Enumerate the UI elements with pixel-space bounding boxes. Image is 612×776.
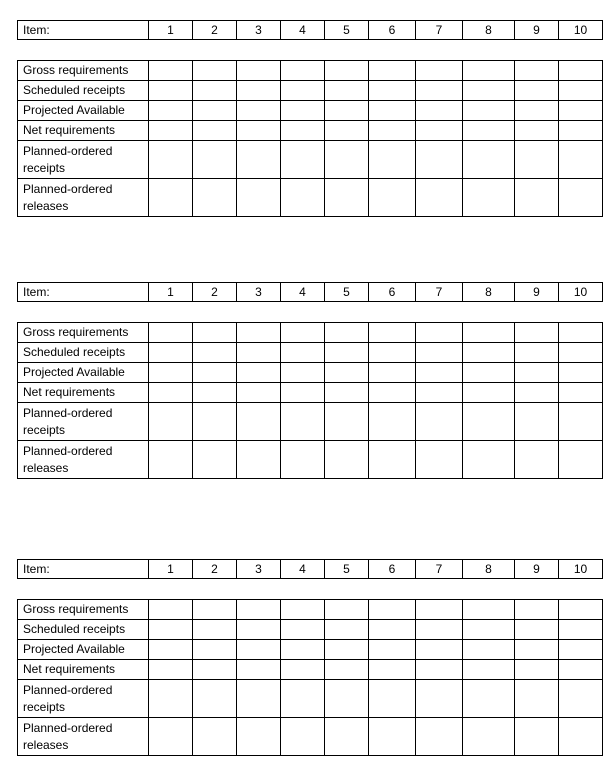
grid-cell-period-8[interactable] [463, 121, 515, 141]
grid-cell-period-3[interactable] [237, 141, 281, 179]
grid-cell-period-3[interactable] [237, 640, 281, 660]
grid-cell-period-9[interactable] [515, 620, 559, 640]
grid-cell-period-9[interactable] [515, 121, 559, 141]
row-label: Gross requirements [18, 61, 149, 81]
grid-cell-period-2[interactable] [193, 363, 237, 383]
row-net-requirements [18, 660, 603, 680]
mrp-grid [17, 322, 603, 479]
grid-cell-period-1[interactable] [149, 660, 193, 680]
row-label: Net requirements [18, 660, 149, 680]
item-label: Item: [18, 560, 149, 579]
row-label: Planned-ordered releases [18, 179, 149, 217]
grid-cell-period-8[interactable] [463, 363, 515, 383]
grid-cell-period-5[interactable] [325, 343, 369, 363]
row-planned-ordered-receipts [18, 403, 603, 441]
grid-cell-period-5[interactable] [325, 179, 369, 217]
row-planned-ordered-releases [18, 179, 603, 217]
grid-cell-period-9[interactable] [515, 81, 559, 101]
grid-cell-period-2[interactable] [193, 141, 237, 179]
grid-cell-period-6[interactable] [369, 101, 416, 121]
grid-cell-period-5[interactable] [325, 323, 369, 343]
grid-cell-period-1[interactable] [149, 640, 193, 660]
period-9: 9 [515, 283, 559, 302]
grid-cell-period-2[interactable] [193, 403, 237, 441]
grid-cell-period-10[interactable] [559, 403, 603, 441]
period-1: 1 [149, 560, 193, 579]
period-8: 8 [463, 283, 515, 302]
grid-cell-period-6[interactable] [369, 179, 416, 217]
grid-cell-period-6[interactable] [369, 81, 416, 101]
period-8: 8 [463, 21, 515, 40]
period-3: 3 [237, 21, 281, 40]
grid-cell-period-6[interactable] [369, 383, 416, 403]
row-planned-ordered-releases [18, 441, 603, 479]
grid-cell-period-3[interactable] [237, 718, 281, 756]
grid-cell-period-1[interactable] [149, 383, 193, 403]
grid-cell-period-6[interactable] [369, 403, 416, 441]
grid-cell-period-6[interactable] [369, 343, 416, 363]
grid-cell-period-10[interactable] [559, 101, 603, 121]
grid-cell-period-9[interactable] [515, 680, 559, 718]
row-gross-requirements [18, 323, 603, 343]
grid-cell-period-10[interactable] [559, 61, 603, 81]
grid-cell-period-9[interactable] [515, 441, 559, 479]
grid-cell-period-9[interactable] [515, 403, 559, 441]
row-label: Planned-ordered receipts [18, 141, 149, 179]
grid-cell-period-3[interactable] [237, 179, 281, 217]
grid-cell-period-1[interactable] [149, 403, 193, 441]
grid-cell-period-7[interactable] [416, 660, 463, 680]
grid-cell-period-2[interactable] [193, 323, 237, 343]
grid-cell-period-7[interactable] [416, 441, 463, 479]
grid-cell-period-5[interactable] [325, 620, 369, 640]
grid-cell-period-5[interactable] [325, 660, 369, 680]
period-4: 4 [281, 283, 325, 302]
row-label: Projected Available [18, 101, 149, 121]
grid-cell-period-10[interactable] [559, 441, 603, 479]
period-6: 6 [369, 21, 416, 40]
grid-cell-period-8[interactable] [463, 600, 515, 620]
grid-cell-period-8[interactable] [463, 620, 515, 640]
grid-cell-period-1[interactable] [149, 121, 193, 141]
row-label: Net requirements [18, 383, 149, 403]
grid-cell-period-7[interactable] [416, 600, 463, 620]
period-2: 2 [193, 21, 237, 40]
period-10: 10 [559, 21, 603, 40]
grid-cell-period-1[interactable] [149, 343, 193, 363]
mrp-table-1 [17, 20, 601, 217]
grid-cell-period-9[interactable] [515, 61, 559, 81]
row-label: Planned-ordered receipts [18, 403, 149, 441]
grid-cell-period-5[interactable] [325, 640, 369, 660]
grid-cell-period-6[interactable] [369, 718, 416, 756]
item-header-row [17, 20, 603, 40]
grid-cell-period-4[interactable] [281, 101, 325, 121]
grid-cell-period-7[interactable] [416, 718, 463, 756]
grid-cell-period-7[interactable] [416, 121, 463, 141]
grid-cell-period-5[interactable] [325, 600, 369, 620]
grid-cell-period-10[interactable] [559, 81, 603, 101]
grid-cell-period-7[interactable] [416, 323, 463, 343]
grid-cell-period-4[interactable] [281, 141, 325, 179]
grid-cell-period-8[interactable] [463, 680, 515, 718]
item-label: Item: [18, 21, 149, 40]
grid-cell-period-9[interactable] [515, 600, 559, 620]
mrp-grid [17, 599, 603, 756]
grid-cell-period-8[interactable] [463, 179, 515, 217]
row-planned-ordered-releases [18, 718, 603, 756]
grid-cell-period-1[interactable] [149, 441, 193, 479]
period-5: 5 [325, 21, 369, 40]
row-gross-requirements [18, 600, 603, 620]
grid-cell-period-4[interactable] [281, 640, 325, 660]
grid-cell-period-10[interactable] [559, 640, 603, 660]
row-projected-available [18, 363, 603, 383]
grid-cell-period-10[interactable] [559, 620, 603, 640]
grid-cell-period-1[interactable] [149, 600, 193, 620]
period-4: 4 [281, 560, 325, 579]
row-label: Planned-ordered receipts [18, 680, 149, 718]
grid-cell-period-10[interactable] [559, 363, 603, 383]
grid-cell-period-3[interactable] [237, 363, 281, 383]
grid-cell-period-7[interactable] [416, 640, 463, 660]
grid-cell-period-4[interactable] [281, 600, 325, 620]
period-2: 2 [193, 560, 237, 579]
grid-cell-period-10[interactable] [559, 121, 603, 141]
grid-cell-period-3[interactable] [237, 383, 281, 403]
mrp-grid [17, 60, 603, 217]
period-9: 9 [515, 21, 559, 40]
period-10: 10 [559, 560, 603, 579]
grid-cell-period-6[interactable] [369, 363, 416, 383]
grid-cell-period-2[interactable] [193, 61, 237, 81]
grid-cell-period-2[interactable] [193, 101, 237, 121]
period-6: 6 [369, 560, 416, 579]
grid-cell-period-5[interactable] [325, 363, 369, 383]
period-5: 5 [325, 560, 369, 579]
grid-cell-period-4[interactable] [281, 179, 325, 217]
grid-cell-period-5[interactable] [325, 101, 369, 121]
row-projected-available [18, 101, 603, 121]
period-3: 3 [237, 560, 281, 579]
grid-cell-period-9[interactable] [515, 323, 559, 343]
grid-cell-period-1[interactable] [149, 718, 193, 756]
grid-cell-period-3[interactable] [237, 620, 281, 640]
grid-cell-period-2[interactable] [193, 718, 237, 756]
row-label: Scheduled receipts [18, 81, 149, 101]
row-label: Gross requirements [18, 323, 149, 343]
period-10: 10 [559, 283, 603, 302]
grid-cell-period-4[interactable] [281, 121, 325, 141]
row-net-requirements [18, 383, 603, 403]
item-label: Item: [18, 283, 149, 302]
grid-cell-period-9[interactable] [515, 640, 559, 660]
row-projected-available [18, 640, 603, 660]
row-label: Scheduled receipts [18, 620, 149, 640]
grid-cell-period-6[interactable] [369, 121, 416, 141]
grid-cell-period-7[interactable] [416, 680, 463, 718]
grid-cell-period-3[interactable] [237, 403, 281, 441]
grid-cell-period-3[interactable] [237, 323, 281, 343]
grid-cell-period-9[interactable] [515, 101, 559, 121]
grid-cell-period-2[interactable] [193, 81, 237, 101]
grid-cell-period-2[interactable] [193, 121, 237, 141]
grid-cell-period-2[interactable] [193, 680, 237, 718]
period-7: 7 [416, 560, 463, 579]
grid-cell-period-8[interactable] [463, 403, 515, 441]
grid-cell-period-4[interactable] [281, 403, 325, 441]
grid-cell-period-4[interactable] [281, 718, 325, 756]
grid-cell-period-7[interactable] [416, 363, 463, 383]
grid-cell-period-2[interactable] [193, 640, 237, 660]
grid-cell-period-7[interactable] [416, 383, 463, 403]
grid-cell-period-10[interactable] [559, 141, 603, 179]
period-9: 9 [515, 560, 559, 579]
period-4: 4 [281, 21, 325, 40]
grid-cell-period-5[interactable] [325, 81, 369, 101]
grid-cell-period-10[interactable] [559, 383, 603, 403]
grid-cell-period-4[interactable] [281, 343, 325, 363]
period-8: 8 [463, 560, 515, 579]
grid-cell-period-3[interactable] [237, 441, 281, 479]
period-6: 6 [369, 283, 416, 302]
grid-cell-period-5[interactable] [325, 680, 369, 718]
mrp-table-3 [17, 559, 601, 756]
grid-cell-period-8[interactable] [463, 323, 515, 343]
grid-cell-period-7[interactable] [416, 343, 463, 363]
grid-cell-period-6[interactable] [369, 323, 416, 343]
grid-cell-period-2[interactable] [193, 441, 237, 479]
grid-cell-period-2[interactable] [193, 600, 237, 620]
grid-cell-period-10[interactable] [559, 323, 603, 343]
grid-cell-period-7[interactable] [416, 179, 463, 217]
grid-cell-period-3[interactable] [237, 680, 281, 718]
grid-cell-period-7[interactable] [416, 403, 463, 441]
period-5: 5 [325, 283, 369, 302]
period-1: 1 [149, 283, 193, 302]
grid-cell-period-4[interactable] [281, 441, 325, 479]
row-net-requirements [18, 121, 603, 141]
grid-cell-period-1[interactable] [149, 363, 193, 383]
grid-cell-period-2[interactable] [193, 383, 237, 403]
grid-cell-period-1[interactable] [149, 61, 193, 81]
grid-cell-period-8[interactable] [463, 441, 515, 479]
grid-cell-period-1[interactable] [149, 323, 193, 343]
grid-cell-period-1[interactable] [149, 680, 193, 718]
grid-cell-period-6[interactable] [369, 660, 416, 680]
grid-cell-period-8[interactable] [463, 640, 515, 660]
grid-cell-period-5[interactable] [325, 141, 369, 179]
grid-cell-period-8[interactable] [463, 81, 515, 101]
grid-cell-period-4[interactable] [281, 383, 325, 403]
grid-cell-period-9[interactable] [515, 718, 559, 756]
grid-cell-period-3[interactable] [237, 81, 281, 101]
grid-cell-period-3[interactable] [237, 101, 281, 121]
grid-cell-period-2[interactable] [193, 620, 237, 640]
grid-cell-period-8[interactable] [463, 383, 515, 403]
grid-cell-period-1[interactable] [149, 620, 193, 640]
grid-cell-period-9[interactable] [515, 363, 559, 383]
period-2: 2 [193, 283, 237, 302]
grid-cell-period-9[interactable] [515, 383, 559, 403]
grid-cell-period-9[interactable] [515, 141, 559, 179]
grid-cell-period-1[interactable] [149, 101, 193, 121]
grid-cell-period-5[interactable] [325, 403, 369, 441]
grid-cell-period-6[interactable] [369, 680, 416, 718]
grid-cell-period-1[interactable] [149, 81, 193, 101]
grid-cell-period-3[interactable] [237, 343, 281, 363]
grid-cell-period-9[interactable] [515, 660, 559, 680]
grid-cell-period-10[interactable] [559, 600, 603, 620]
grid-cell-period-10[interactable] [559, 343, 603, 363]
grid-cell-period-3[interactable] [237, 61, 281, 81]
grid-cell-period-4[interactable] [281, 620, 325, 640]
period-7: 7 [416, 283, 463, 302]
grid-cell-period-6[interactable] [369, 620, 416, 640]
item-header-row [17, 282, 603, 302]
grid-cell-period-2[interactable] [193, 343, 237, 363]
grid-cell-period-1[interactable] [149, 141, 193, 179]
row-label: Projected Available [18, 640, 149, 660]
grid-cell-period-7[interactable] [416, 81, 463, 101]
row-label: Planned-ordered releases [18, 441, 149, 479]
grid-cell-period-2[interactable] [193, 179, 237, 217]
grid-cell-period-2[interactable] [193, 660, 237, 680]
grid-cell-period-9[interactable] [515, 343, 559, 363]
grid-cell-period-4[interactable] [281, 81, 325, 101]
grid-cell-period-7[interactable] [416, 101, 463, 121]
grid-cell-period-5[interactable] [325, 441, 369, 479]
row-scheduled-receipts [18, 81, 603, 101]
grid-cell-period-3[interactable] [237, 121, 281, 141]
grid-cell-period-7[interactable] [416, 141, 463, 179]
grid-cell-period-8[interactable] [463, 141, 515, 179]
grid-cell-period-5[interactable] [325, 383, 369, 403]
grid-cell-period-6[interactable] [369, 600, 416, 620]
grid-cell-period-7[interactable] [416, 620, 463, 640]
row-gross-requirements [18, 61, 603, 81]
grid-cell-period-8[interactable] [463, 101, 515, 121]
grid-cell-period-8[interactable] [463, 718, 515, 756]
period-7: 7 [416, 21, 463, 40]
period-1: 1 [149, 21, 193, 40]
grid-cell-period-10[interactable] [559, 718, 603, 756]
row-scheduled-receipts [18, 343, 603, 363]
mrp-table-2 [17, 282, 601, 479]
grid-cell-period-8[interactable] [463, 660, 515, 680]
grid-cell-period-3[interactable] [237, 660, 281, 680]
grid-cell-period-5[interactable] [325, 61, 369, 81]
grid-cell-period-1[interactable] [149, 179, 193, 217]
grid-cell-period-8[interactable] [463, 61, 515, 81]
grid-cell-period-4[interactable] [281, 363, 325, 383]
grid-cell-period-6[interactable] [369, 441, 416, 479]
grid-cell-period-4[interactable] [281, 323, 325, 343]
period-3: 3 [237, 283, 281, 302]
row-label: Scheduled receipts [18, 343, 149, 363]
grid-cell-period-5[interactable] [325, 718, 369, 756]
row-label: Planned-ordered releases [18, 718, 149, 756]
grid-cell-period-4[interactable] [281, 660, 325, 680]
grid-cell-period-7[interactable] [416, 61, 463, 81]
grid-cell-period-5[interactable] [325, 121, 369, 141]
row-label: Net requirements [18, 121, 149, 141]
grid-cell-period-4[interactable] [281, 61, 325, 81]
grid-cell-period-6[interactable] [369, 61, 416, 81]
grid-cell-period-9[interactable] [515, 179, 559, 217]
grid-cell-period-10[interactable] [559, 660, 603, 680]
grid-cell-period-6[interactable] [369, 141, 416, 179]
row-scheduled-receipts [18, 620, 603, 640]
grid-cell-period-8[interactable] [463, 343, 515, 363]
row-planned-ordered-receipts [18, 680, 603, 718]
grid-cell-period-3[interactable] [237, 600, 281, 620]
grid-cell-period-6[interactable] [369, 640, 416, 660]
item-header-row [17, 559, 603, 579]
grid-cell-period-10[interactable] [559, 179, 603, 217]
row-planned-ordered-receipts [18, 141, 603, 179]
grid-cell-period-4[interactable] [281, 680, 325, 718]
row-label: Gross requirements [18, 600, 149, 620]
grid-cell-period-10[interactable] [559, 680, 603, 718]
row-label: Projected Available [18, 363, 149, 383]
